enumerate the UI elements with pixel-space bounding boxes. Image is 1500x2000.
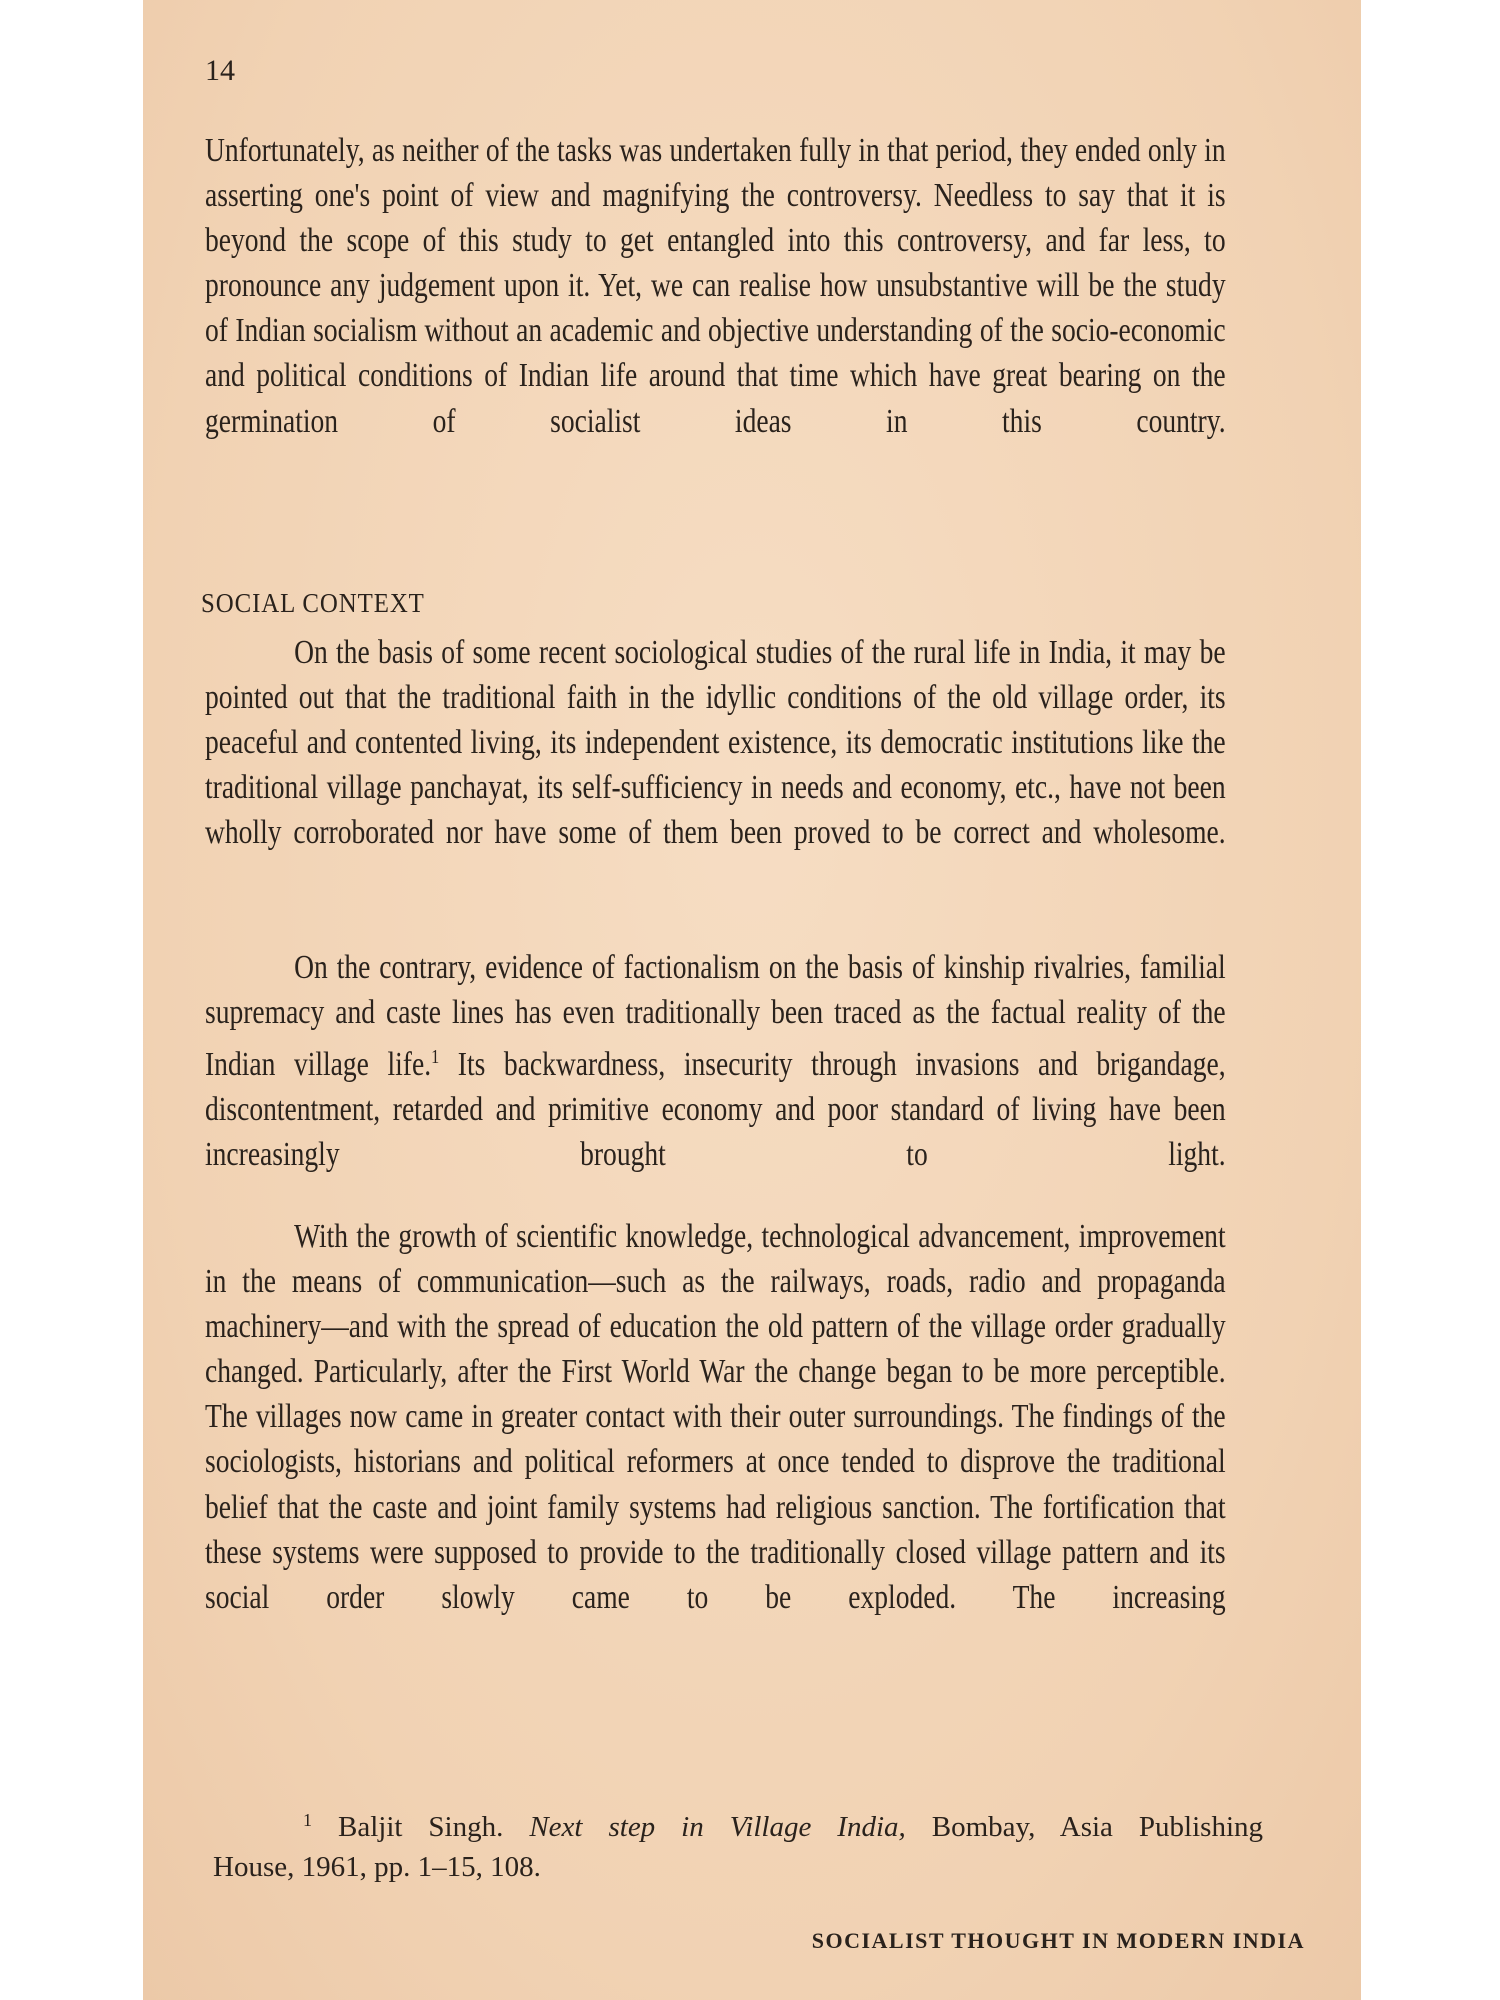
footnote-author: Baljit Singh.: [337, 1811, 530, 1843]
footnote-publisher: Bombay, Asia Publishing: [905, 1811, 1263, 1843]
running-footer: SOCIALIST THOUGHT IN MODERN INDIA: [811, 1928, 1305, 1953]
book-page: [143, 0, 1361, 2000]
page-number: 14: [205, 54, 235, 87]
footnote-line-1: [213, 1800, 1263, 1847]
section-paragraph-3: With the growth of scientific knowledge, technological advancement, improvement in the means of communication—such as the railways, roads, radio and propaganda machinery—and with the spread of education the old pattern of the village order gradually changed. Particularly, after the First World War the change began to be more perceptible. The villages now came in greater contact with their outer surroundings. The findings of the sociologists, historians and political reformers at once tended to disprove the traditional belief that the caste and joint family systems had religious sanction. The fortification that these systems were supposed to provide to the traditionally closed village pattern and its social order slowly came to be exploded. The increasing: [205, 1218, 1226, 1616]
footnote-book-title: Next step in Village India,: [529, 1811, 906, 1843]
footnote-marker: 1: [303, 1810, 312, 1830]
paragraph-2-text-a: On the contrary, evidence of factionalism on the basis of kinship rivalries, familial supremacy and caste lines has even traditionally been traced as the factual reality of the Indian village life.: [205, 949, 1226, 1084]
section-heading: SOCIAL CONTEXT: [201, 588, 425, 618]
footnote: [213, 1800, 1263, 1887]
footnote-reference: 1: [431, 1046, 440, 1069]
footnote-line-2: House, 1961, pp. 1–15, 108.: [213, 1851, 541, 1883]
section-paragraph-2: [205, 945, 1226, 1177]
opening-paragraph: Unfortunately, as neither of the tasks was undertaken fully in that period, they ended only in asserting one's point of view and magnifying the controversy. Needless to say that it is beyond the scope of this study to get entangled into this controversy, and far less, to pronounce any judgement upon it. Yet, we can realise how unsubstantive will be the study of Indian socialism without an academic and objective understanding of the socio-economic and political conditions of Indian life around that time which have great bearing on the germination of socialist ideas in this country.: [205, 132, 1226, 440]
paragraph-2-text-b: Its backwardness, insecurity through invasions and brigandage, discontentment, retarded and primitive economy and poor standard of living have been increasingly brought to light.: [205, 1046, 1226, 1174]
section-paragraph-1: On the basis of some recent sociological studies of the rural life in India, it may be pointed out that the traditional faith in the idyllic conditions of the old village order, its peaceful and contented living, its independent existence, its democratic institutions like the traditional village panchayat, its self-sufficiency in needs and economy, etc., have not been wholly corroborated nor have some of them been proved to be correct and wholesome.: [205, 634, 1226, 852]
